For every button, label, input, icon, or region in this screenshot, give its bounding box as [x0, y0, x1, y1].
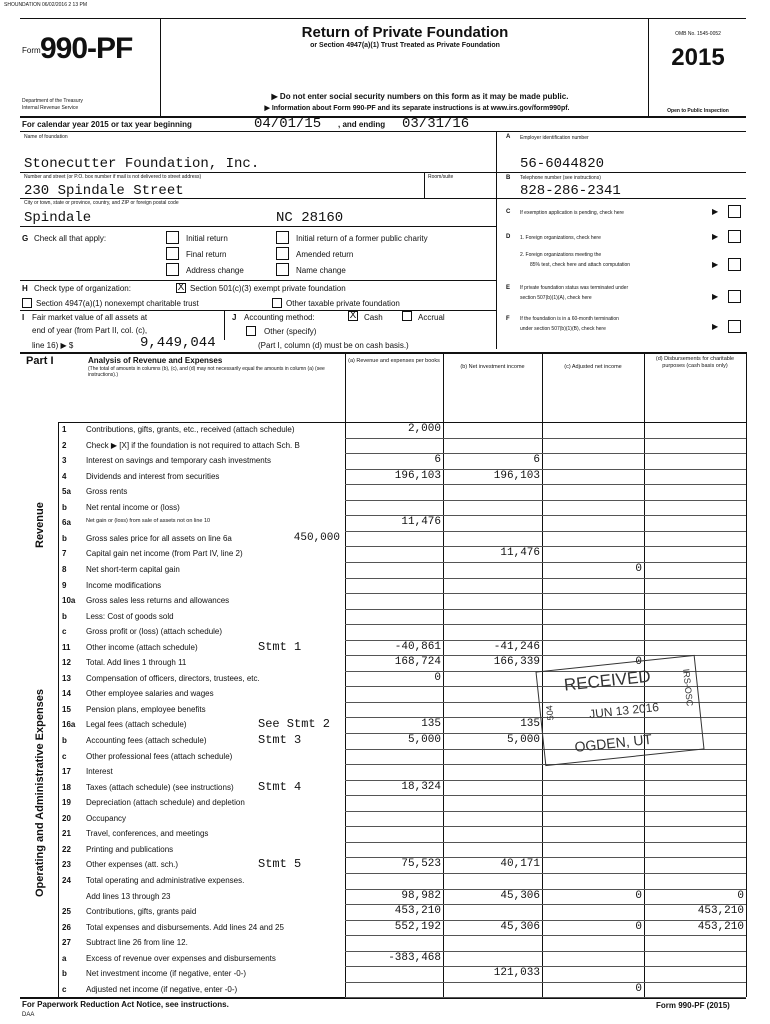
line-c-text: If exemption application is pending, check here: [520, 210, 624, 216]
amount-cell-d[interactable]: 0: [737, 889, 744, 902]
line-description: Contributions, gifts, grants, etc., received (attach schedule): [86, 425, 295, 434]
line-description: Interest on savings and temporary cash investments: [86, 456, 271, 466]
row-rule: [345, 484, 746, 485]
line-number: c: [62, 984, 67, 994]
amount-cell-a[interactable]: 453,210: [394, 905, 441, 918]
accrual-checkbox[interactable]: [402, 311, 412, 321]
line-number: b: [62, 533, 67, 543]
instructions-link[interactable]: ▶ Information about Form 990-PF and its separate instructions is at www.irs.gov/form990pf.: [264, 105, 570, 112]
open-inspection: Open to Public Inspection: [667, 108, 729, 114]
line-description: Gross profit or (loss) (attach schedule): [86, 627, 223, 637]
side-label-expenses: Operating and Administrative Expenses: [34, 688, 46, 898]
line-number: b: [62, 969, 67, 979]
stamp-code-right: IRS-OSC: [681, 668, 695, 707]
cash-basis-note: (Part I, column (d) must be on cash basis.): [258, 341, 409, 350]
final-return-label: Final return: [186, 250, 227, 259]
name-change-label: Name change: [296, 266, 346, 275]
line-description: Adjusted net income (if negative, enter -0-): [86, 984, 238, 994]
stamp-title: RECEIVED: [563, 666, 652, 695]
line-e-letter: E: [506, 285, 511, 291]
form-label: Form: [22, 46, 41, 55]
statement-reference[interactable]: Stmt 4: [258, 779, 302, 794]
line-description: Other employee salaries and wages: [86, 689, 214, 699]
line-description: Net short-term capital gain: [86, 564, 180, 574]
line-number: 26: [62, 922, 71, 932]
initial-return-label: Initial return: [186, 234, 228, 243]
line-f-text-a: If the foundation is in a 60-month termination: [520, 316, 619, 322]
4947-label: Section 4947(a)(1) nonexempt charitable trust: [36, 299, 199, 308]
line-d1-text: 1. Foreign organizations, check here: [520, 235, 601, 241]
row-rule: [345, 826, 746, 827]
stamp-city: OGDEN, UT: [573, 730, 653, 755]
other-method-label: Other (specify): [264, 327, 317, 336]
line-number: b: [62, 502, 67, 512]
row-rule: [345, 935, 746, 936]
line-number: 17: [62, 767, 71, 777]
ein-label: Employer identification number: [520, 135, 589, 141]
line-description: Gross sales less returns and allowances: [86, 596, 230, 606]
row-rule: [345, 500, 746, 501]
address-change-checkbox[interactable]: [166, 263, 179, 276]
line-description: Net rental income or (loss): [86, 502, 180, 512]
irs-label: Internal Revenue Service: [22, 105, 79, 111]
cash-label: Cash: [364, 313, 383, 322]
initial-return-checkbox[interactable]: [166, 231, 179, 244]
line-d2-text-a: 2. Foreign organizations meeting the: [520, 252, 602, 258]
line-description: Compensation of officers, directors, trustees, etc.: [86, 673, 260, 683]
final-return-checkbox[interactable]: [166, 247, 179, 260]
row-rule: [345, 438, 746, 439]
line-h-label: Check type of organization:: [34, 284, 131, 293]
line-number: a: [62, 953, 67, 963]
amount-cell-c[interactable]: 0: [635, 982, 642, 995]
line-description: Gross sales price for all assets on line 6a: [86, 533, 232, 543]
amount-cell-b[interactable]: 196,103: [493, 469, 540, 482]
line-number: 4: [62, 471, 67, 481]
line-d1-checkbox[interactable]: [728, 230, 741, 243]
line-number: 1: [62, 425, 67, 434]
paperwork-notice: For Paperwork Reduction Act Notice, see instructions.: [22, 1000, 229, 1009]
line-number: 2: [62, 440, 67, 450]
row-rule: [345, 966, 746, 967]
form-subtitle: or Section 4947(a)(1) Trust Treated as Private Foundation: [310, 42, 500, 49]
amount-cell-b[interactable]: 45,306: [500, 920, 540, 933]
line-e-text-b: section 507(b)(1)(A), check here: [520, 295, 592, 301]
line-number: 22: [62, 844, 71, 854]
amount-cell-c[interactable]: 0: [635, 889, 642, 902]
line-description: Total expenses and disbursements. Add lines 24 and 25: [86, 922, 284, 932]
part1-title: Analysis of Revenue and Expenses: [88, 356, 223, 365]
line-description: Subtract line 26 from line 12.: [86, 938, 188, 948]
amount-cell-a[interactable]: 18,324: [401, 780, 441, 793]
omb-number: OMB No. 1545-0052: [675, 31, 721, 37]
line-description: Depreciation (attach schedule) and depletion: [86, 798, 245, 808]
line-description: Net investment income (if negative, enter -0-): [86, 969, 247, 979]
line-description: Income modifications: [86, 580, 162, 590]
line-i-text-3: line 16) ▶ $: [32, 341, 74, 350]
accrual-label: Accrual: [418, 313, 445, 322]
amount-cell-d[interactable]: 453,210: [697, 920, 744, 933]
amount-cell-a[interactable]: 196,103: [394, 469, 441, 482]
line-description: Printing and publications: [86, 844, 174, 854]
fmv-assets[interactable]: 9,449,044: [140, 335, 216, 351]
footer-form-id: Form 990-PF (2015): [656, 1001, 730, 1010]
line-number: 14: [62, 689, 71, 699]
line-number: c: [62, 751, 67, 761]
line-description: Occupancy: [86, 813, 127, 823]
cash-checkbox[interactable]: X: [349, 310, 357, 321]
amount-cell-c[interactable]: 0: [635, 562, 642, 575]
line-d-letter: D: [506, 234, 511, 240]
amount-cell-a[interactable]: 11,476: [401, 516, 441, 529]
room-label: Room/suite: [428, 174, 454, 180]
arrow-c: ▶: [712, 207, 719, 216]
line-description: Other expenses (att. sch.): [86, 860, 179, 870]
amount-cell-a[interactable]: 75,523: [401, 858, 441, 871]
line-number: 20: [62, 813, 71, 823]
line-description: Add lines 13 through 23: [86, 891, 171, 901]
amount-cell-b[interactable]: 11,476: [500, 547, 540, 560]
row-rule: [345, 593, 746, 594]
line-description: Less: Cost of goods sold: [86, 611, 174, 621]
line-description: Contributions, gifts, grants paid: [86, 907, 197, 917]
line-description: Other professional fees (attach schedule): [86, 751, 233, 761]
part1-title-note: (The total of amounts in columns (b), (c), and (d) may not necessarily equal the amounts in column (a) (see instructions).): [88, 366, 325, 378]
line-number: c: [62, 627, 67, 637]
amended-return-checkbox[interactable]: [276, 247, 289, 260]
line-f-text-b: under section 507(b)(1)(B), check here: [520, 326, 606, 332]
amount-cell-a[interactable]: 168,724: [394, 656, 441, 669]
line-c-checkbox[interactable]: [728, 205, 741, 218]
street-label: Number and street (or P.O. box number if mail is not delivered to street address): [24, 174, 202, 180]
line-number: 27: [62, 938, 71, 948]
line-description: Total operating and administrative expenses.: [86, 875, 245, 885]
amount-cell-b[interactable]: 166,339: [493, 656, 540, 669]
amount-cell-a[interactable]: -383,468: [388, 951, 441, 964]
arrow-d2: ▶: [712, 260, 719, 269]
row-rule: [345, 624, 746, 625]
line-d2-checkbox[interactable]: [728, 258, 741, 271]
initial-former-label: Initial return of a former public charity: [296, 234, 428, 243]
line-description: Other income (attach schedule): [86, 642, 198, 652]
line-e-checkbox[interactable]: [728, 290, 741, 303]
line-d2-text-b: 85% test, check here and attach computation: [530, 262, 631, 268]
line-number: 13: [62, 673, 71, 683]
amount-cell-a[interactable]: 135: [421, 718, 441, 731]
line-number: 9: [62, 580, 67, 590]
line-i-text-1: Fair market value of all assets at: [32, 313, 148, 322]
address-change-label: Address change: [186, 266, 244, 275]
line-number: 3: [62, 456, 67, 466]
row-rule: [345, 873, 746, 874]
line-description: Check ▶ [X] if the foundation is not required to attach Sch. B: [86, 440, 300, 450]
amount-cell-b[interactable]: -41,246: [493, 640, 540, 653]
other-taxable-label: Other taxable private foundation: [286, 299, 400, 308]
line-description: Net gain or (loss) from sale of assets not on line 10: [86, 518, 211, 525]
line-description: Travel, conferences, and meetings: [86, 829, 209, 839]
line-number: 10a: [62, 596, 76, 606]
row-rule: [345, 531, 746, 532]
col-b-header: (b) Net investment income: [460, 364, 525, 370]
arrow-e: ▶: [712, 292, 719, 301]
line-i-letter: I: [22, 313, 25, 322]
line-number: 16a: [62, 720, 76, 730]
amount-cell-b[interactable]: 40,171: [500, 858, 540, 871]
period-end[interactable]: 03/31/16: [402, 116, 470, 132]
amount-cell-a[interactable]: -40,861: [394, 640, 441, 653]
line-number: 11: [62, 642, 71, 652]
ein[interactable]: 56-6044820: [520, 156, 605, 172]
line-description: Accounting fees (attach schedule): [86, 736, 207, 745]
preparer-code: DAA: [22, 1012, 35, 1018]
line-number: 15: [62, 704, 71, 714]
line-description: Gross rents: [86, 487, 128, 497]
amount-cell-a[interactable]: 6: [434, 454, 441, 467]
line-number: 6a: [62, 518, 71, 528]
line-number: 24: [62, 875, 71, 885]
side-label-revenue: Revenue: [34, 502, 46, 548]
amount-cell-a[interactable]: 2,000: [407, 423, 441, 435]
line-number: 19: [62, 798, 71, 808]
line-number: 8: [62, 564, 67, 574]
line-number: 23: [62, 860, 71, 870]
line-e-text-a: If private foundation status was terminated under: [520, 285, 629, 291]
form-number: 990-PF: [40, 32, 133, 65]
part1-tag: Part I: [26, 355, 54, 367]
column-rule: [746, 352, 747, 997]
stamp-date: JUN 13 2016: [588, 699, 660, 722]
line-description: Dividends and interest from securities: [86, 471, 220, 481]
period-begin[interactable]: 04/01/15: [254, 116, 322, 132]
line-description: Taxes (attach schedule) (see instructions): [86, 782, 234, 792]
line-description: Pension plans, employee benefits: [86, 704, 206, 714]
line-number: 18: [62, 782, 71, 792]
dept-label: Department of the Treasury: [22, 98, 83, 104]
part1-left-rule: [58, 422, 59, 997]
line-number: 5a: [62, 487, 71, 497]
stamp-code-left: 504: [544, 704, 556, 721]
line-j-letter: J: [232, 313, 237, 322]
amount-cell-a[interactable]: 5,000: [407, 734, 441, 746]
period-mid: , and ending: [338, 120, 386, 129]
ssn-notice: ▶ Do not enter social security numbers on this form as it may be made public.: [271, 92, 569, 101]
line-description: Excess of revenue over expenses and disbursements: [86, 953, 276, 963]
gross-sales-price[interactable]: 450,000: [293, 531, 340, 544]
col-c-header: (c) Adjusted net income: [564, 364, 622, 370]
received-stamp: [535, 655, 704, 766]
line-number: 12: [62, 658, 71, 668]
row-rule: [345, 811, 746, 812]
line-number: 21: [62, 829, 71, 839]
amount-cell-b[interactable]: 135: [520, 718, 540, 731]
city[interactable]: Spindale: [24, 210, 92, 226]
line-description: Interest: [86, 767, 113, 777]
row-rule: [345, 795, 746, 796]
arrow-d1: ▶: [712, 232, 719, 241]
amount-cell-b[interactable]: 45,306: [500, 889, 540, 902]
phone-label: Telephone number (see instructions): [520, 175, 601, 181]
501c3-label: Section 501(c)(3) exempt private foundation: [190, 284, 346, 293]
line-description: Total. Add lines 1 through 11: [86, 658, 187, 668]
statement-reference[interactable]: Stmt 3: [258, 733, 302, 747]
col-a-header: (a) Revenue and expenses per books: [348, 358, 440, 364]
street-address[interactable]: 230 Spindale Street: [24, 183, 184, 199]
city-label: City or town, state or province, country, and ZIP or foreign postal code: [24, 200, 179, 206]
line-a-letter: A: [506, 134, 511, 140]
line-number: b: [62, 611, 67, 621]
line-g-letter: G: [22, 234, 29, 243]
line-description: Capital gain net income (from Part IV, line 2): [86, 549, 243, 559]
phone[interactable]: 828-286-2341: [520, 183, 621, 199]
statement-reference[interactable]: Stmt 1: [258, 639, 302, 654]
amount-cell-b[interactable]: 6: [533, 454, 540, 467]
line-i-text-2: end of year (from Part II, col. (c),: [32, 326, 148, 335]
tax-year: 2015: [671, 44, 725, 71]
name-change-checkbox[interactable]: [276, 263, 289, 276]
4947-checkbox[interactable]: [22, 298, 32, 308]
line-g-label: Check all that apply:: [34, 234, 107, 243]
amended-return-label: Amended return: [296, 250, 354, 259]
amount-cell-b[interactable]: 121,033: [493, 967, 540, 980]
statement-reference[interactable]: Stmt 5: [258, 857, 302, 872]
amount-cell-a[interactable]: 552,192: [394, 920, 441, 933]
state-zip[interactable]: NC 28160: [276, 210, 344, 226]
line-number: 7: [62, 549, 67, 559]
col-d-header: (d) Disbursements for charitable purposes (cash basis only): [655, 356, 735, 369]
amount-cell-b[interactable]: 5,000: [506, 734, 540, 746]
line-j-label: Accounting method:: [244, 313, 315, 322]
line-description: Legal fees (attach schedule): [86, 720, 187, 730]
statement-reference[interactable]: See Stmt 2: [258, 717, 331, 732]
line-number: b: [62, 736, 67, 745]
amount-cell-c[interactable]: 0: [635, 920, 642, 933]
line-number: 25: [62, 907, 71, 917]
amount-cell-a[interactable]: 98,982: [401, 889, 441, 902]
amount-cell-a[interactable]: 0: [434, 671, 441, 684]
amount-cell-c[interactable]: 0: [635, 656, 642, 669]
row-rule: [345, 546, 746, 547]
form-title: Return of Private Foundation: [301, 24, 509, 41]
arrow-f: ▶: [712, 322, 719, 331]
501c3-checkbox[interactable]: X: [177, 282, 185, 293]
line-f-checkbox[interactable]: [728, 320, 741, 333]
row-rule: [345, 997, 746, 998]
amount-cell-d[interactable]: 453,210: [697, 905, 744, 918]
row-rule: [345, 842, 746, 843]
period-label: For calendar year 2015 or tax year beginning: [22, 120, 192, 129]
row-rule: [345, 578, 746, 579]
foundation-name[interactable]: Stonecutter Foundation, Inc.: [24, 156, 260, 172]
initial-former-checkbox[interactable]: [276, 231, 289, 244]
other-method-checkbox[interactable]: [246, 326, 256, 336]
line-f-letter: F: [506, 316, 510, 322]
line-c-letter: C: [506, 209, 511, 215]
line-h-letter: H: [22, 284, 28, 293]
name-label: Name of foundation: [24, 134, 68, 140]
scan-header-stamp: SHOUNDATION 06/02/2016 2 13 PM: [4, 2, 87, 8]
other-taxable-checkbox[interactable]: [272, 298, 282, 308]
line-b-letter: B: [506, 175, 511, 181]
row-rule: [345, 609, 746, 610]
